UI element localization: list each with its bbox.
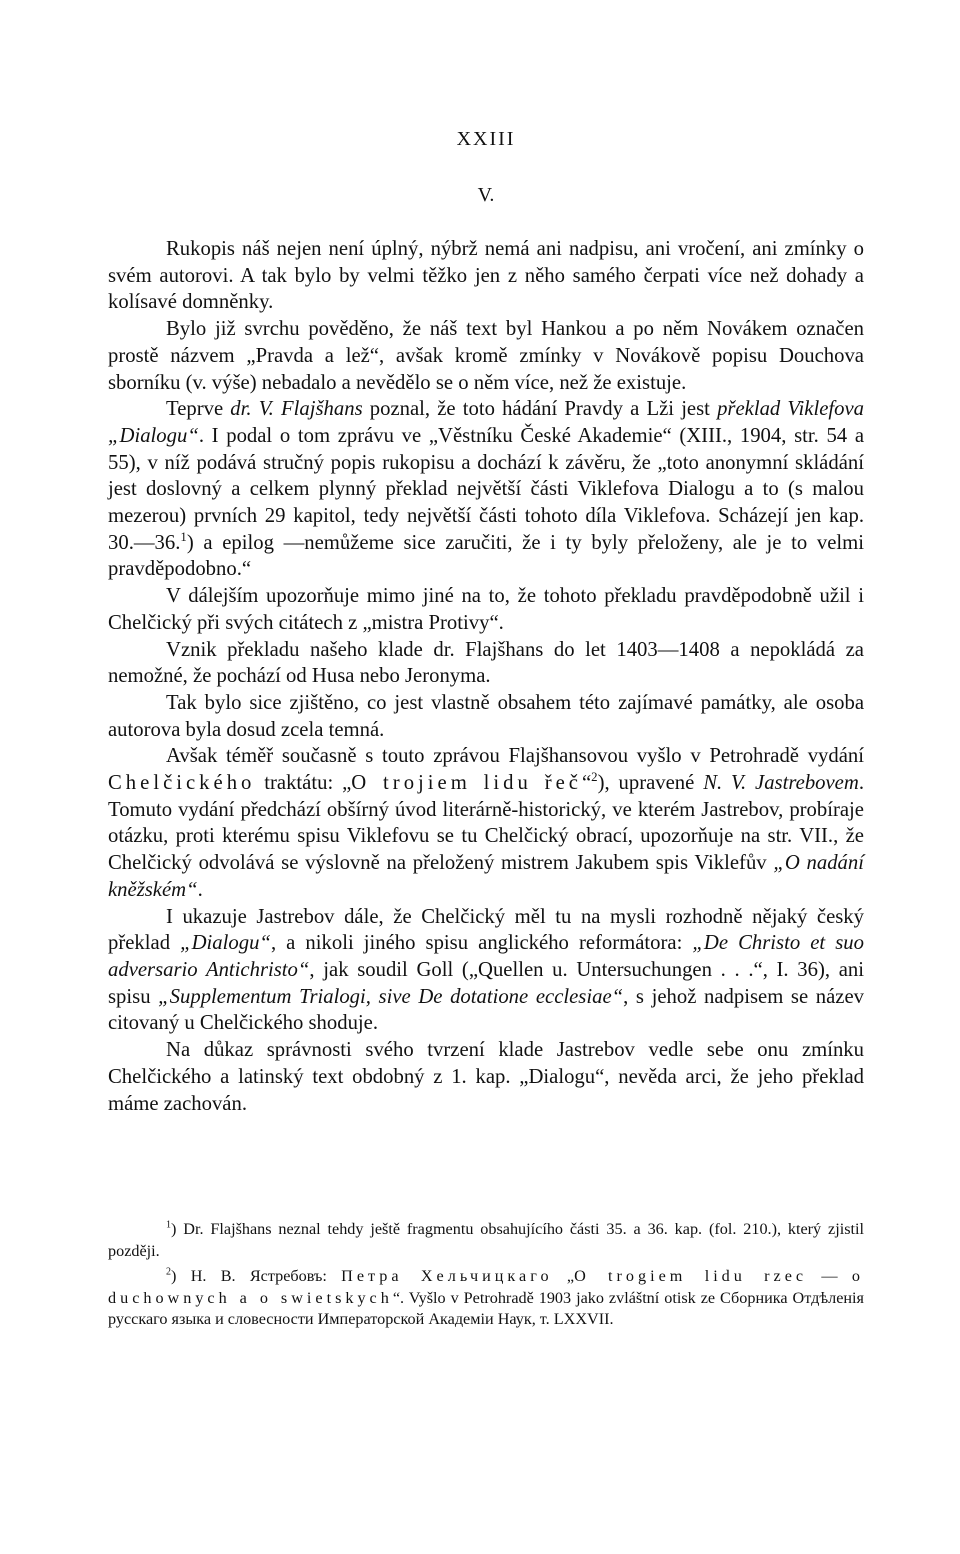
italic-text: N. V. Jastrebovem [703, 772, 859, 795]
text-run: “. Vyšlo v Petrohradě 1903 jako zvláštní otisk ze Сборника Отдѣленія русскаго языка и словесности Императорской Академіи Наук, т. LXXVII. [108, 1288, 864, 1328]
text-run: . [197, 878, 203, 901]
text-run: ) Н. В. Ястребовъ: [171, 1267, 342, 1285]
text-run: Vznik překladu našeho klade dr. Flajšhans do let 1403—1408 a nepokládá za nemožné, že pochází od Husa nebo Jeronyma. [108, 638, 864, 688]
page-number: XXIII [456, 128, 516, 150]
spaced-text: O trojiem lidu řeč [351, 772, 582, 795]
text-run: V dálejším upozorňuje mimo jiné na to, že tohoto překladu pravděpodobně užil i Chelčický při svých citátech z „mistra Protivy“. [108, 585, 864, 634]
text-run: Teprve [166, 398, 231, 421]
section-heading: V. [477, 184, 495, 206]
paragraph [108, 743, 864, 903]
text-run: ) Dr. Flajšhans neznal tehdy ještě fragmentu obsahujícího části 35. a 36. kap. (fol. 210.), který zjistil později. [108, 1220, 864, 1260]
footnote [108, 1219, 864, 1262]
footnote-marker: 1 [166, 1219, 172, 1231]
paragraph [108, 690, 864, 743]
document-page [108, 0, 864, 1554]
paragraph [108, 396, 864, 583]
text-run: Tak bylo sice zjištěno, co jest vlastně obsahem této zajímavé památky, ale osoba autorova byla dosud zcela temná. [108, 691, 864, 741]
text-run: , jak soudil Goll („Quellen u. Untersuchungen . . .“, I. 36), ani spisu [108, 958, 864, 1008]
text-run: Rukopis náš nejen není úplný, nýbrž nemá ani nadpisu, ani vročení, ani zmínky o svém autorovi. A tak bylo by velmi těžko jen z něho samého čerpati více než dohady a kolísavé domněnky. [108, 238, 864, 314]
text-run: ), upravené [597, 772, 704, 795]
italic-text: „O nadání kněžském“ [108, 852, 864, 901]
italic-text: „Supplementum Trialogi, sive De dotatione ecclesiae“ [158, 985, 624, 1008]
text-run: Na důkaz správnosti svého tvrzení klade Jastrebov vedle sebe onu zmínku Chelčického a latinský text obdobný z 1. kap. „Dialogu“, nevěda arci, že jeho překlad máme zachován. [108, 1039, 864, 1115]
footnotes [108, 1219, 864, 1331]
text-run: Avšak téměř současně s touto zprávou Flajšhansovou vyšlo v Petrohradě vydání [166, 745, 864, 768]
body-text [108, 236, 864, 1117]
text-run: „ [552, 1267, 575, 1285]
text-run: . I podal o tom zprávu ve „Věstníku České Akademie“ (XIII., 1904, str. 54 a 55), v níž podává stručný popis rukopisu a dochází k závěru, že „toto anonymní skládání jest doslovný a celkem plynný překlad největší části Viklefova Dialogu a to (s malou mezerou) prvních 29 kapitol, tedy největší části tohoto díla Viklefova. Scházejí jen kap. 30.—36. [108, 424, 864, 554]
italic-text: „Dialogu“ [180, 932, 271, 955]
spaced-text: Петра Хельчицкаго [341, 1267, 553, 1285]
footnote [108, 1266, 864, 1331]
italic-text: překlad Viklefova „Dialogu“ [108, 398, 864, 447]
spaced-text: Chelčického [108, 772, 256, 795]
italic-text: „De Christo et suo adversario Antichristo“ [108, 932, 864, 981]
paragraph [108, 316, 864, 396]
paragraph [108, 637, 864, 690]
text-run: — [807, 1267, 852, 1285]
spaced-text: o duchownych a o swietskych [108, 1267, 864, 1307]
text-run: ) a epilog —nemůžeme sice zaručiti, že i ty byly přeloženy, ale je to velmi pravděpodobno.“ [108, 531, 864, 581]
paragraph [108, 1037, 864, 1117]
italic-text: dr. V. Flajšhans [230, 398, 363, 421]
text-run: “ [581, 772, 592, 795]
text-run: . Tomuto vydání předchází obšírný úvod literárně-historický, ve kterém Jastrebov, probíraje otázku, proti kterému spisu Viklefovu se tu Chelčický obrací, upozorňuje na str. VII., že Chelčický odvolává se výslovně na přeložený mistrem Jakubem spis Viklefův [108, 772, 864, 875]
spaced-text: O trogiem lidu rzec [574, 1267, 808, 1285]
paragraph [108, 236, 864, 316]
footnote-marker: 1 [180, 529, 187, 544]
text-run: Bylo již svrchu pověděno, že náš text byl Hankou a po něm Novákem označen prostě názvem „Pravda a lež“, avšak kromě zmínky v Novákově popisu Douchova sborníku (v. výše) nebadalo a nevědělo se o něm více, než že existuje. [108, 318, 864, 394]
text-run: traktátu: „ [255, 772, 352, 795]
paragraph [108, 583, 864, 636]
text-run: I ukazuje Jastrebov dále, že Chelčický měl tu na mysli rozhodně nějaký český překlad [108, 905, 864, 955]
footnote-marker: 2 [166, 1266, 172, 1278]
paragraph [108, 904, 864, 1038]
text-run: , s jehož nadpisem se název citovaný u Chelčického shoduje. [108, 985, 864, 1035]
text-run: poznal, že toto hádání Pravdy a Lži jest [362, 398, 718, 421]
text-run: , a nikoli jiného spisu anglického reformátora: [270, 932, 693, 955]
footnote-marker: 2 [591, 770, 598, 785]
